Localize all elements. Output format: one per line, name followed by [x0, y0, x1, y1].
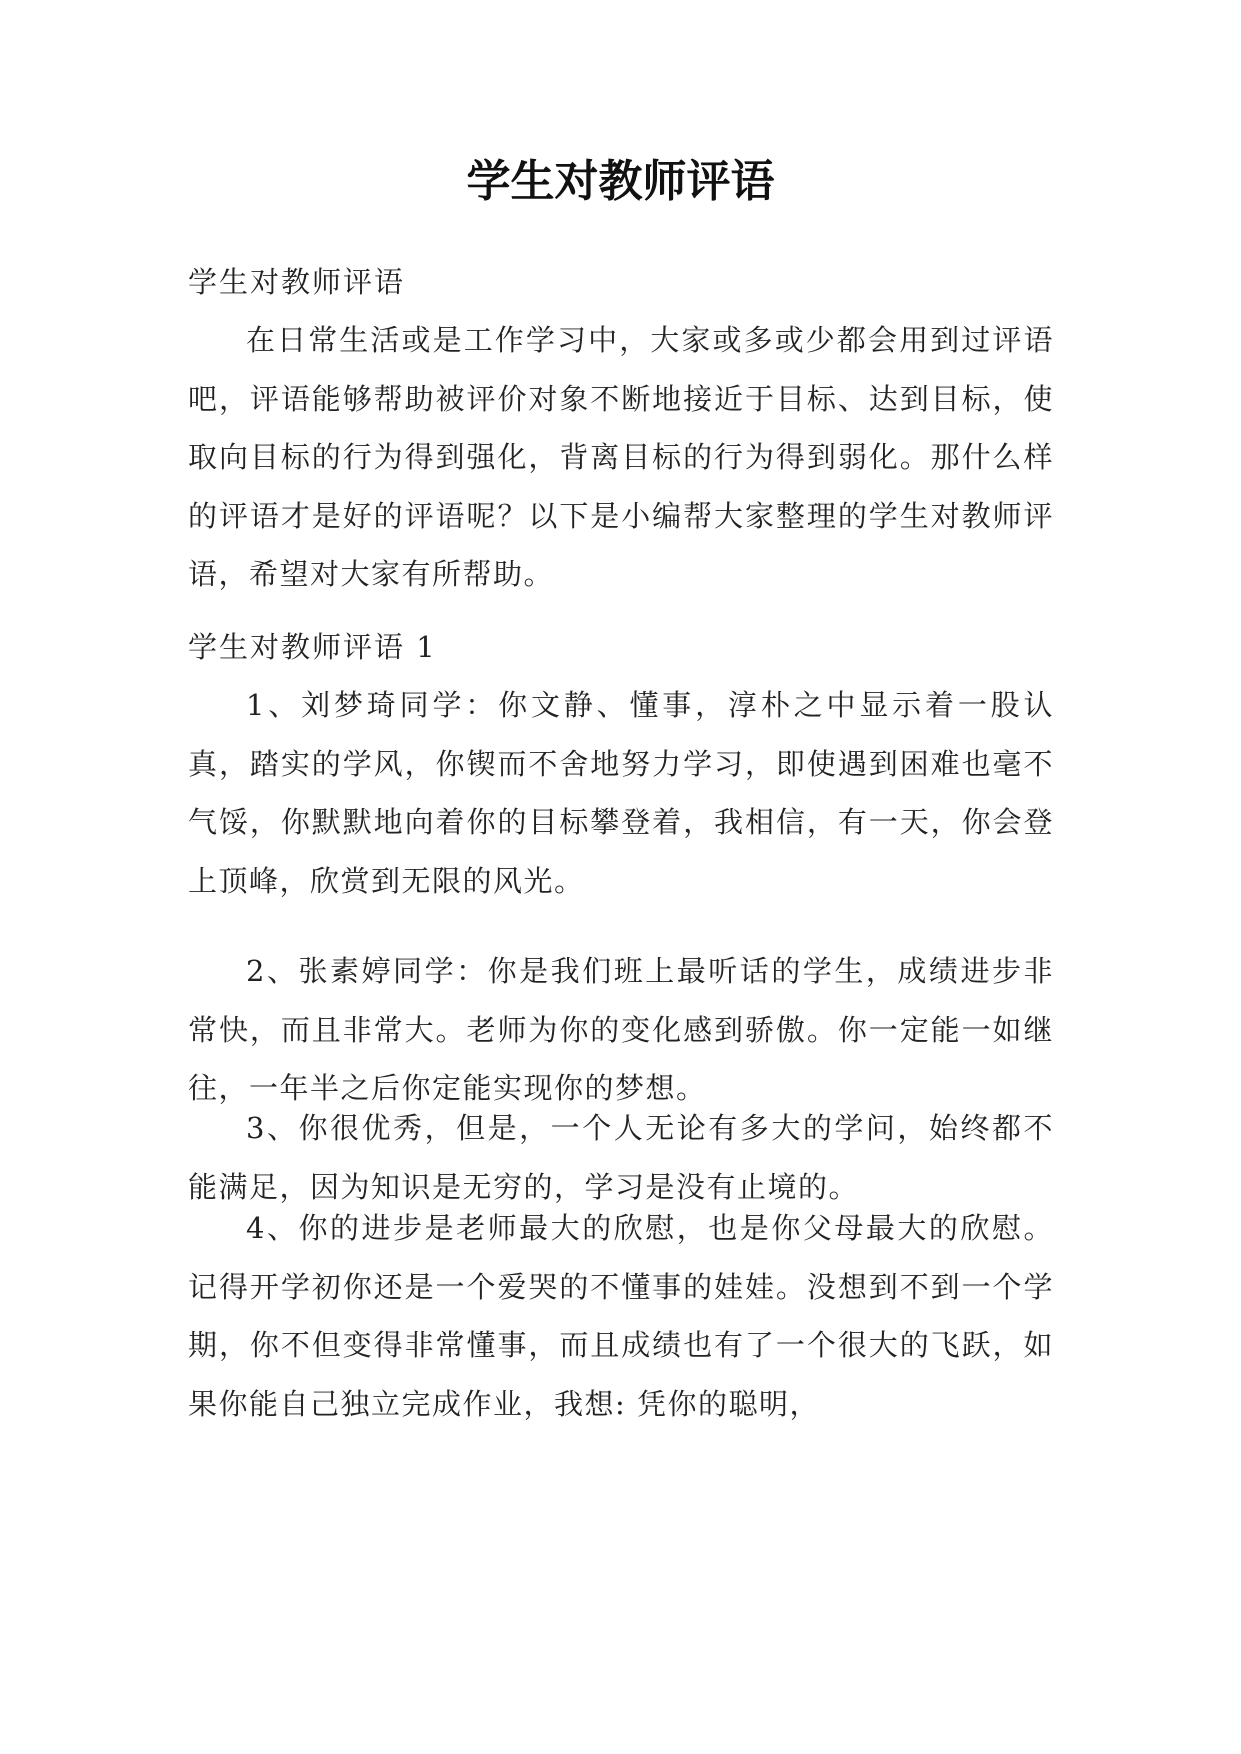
section1-heading: 学生对教师评语 1 — [188, 630, 437, 664]
comment-1: 1、刘梦琦同学：你文静、懂事，淳朴之中显示着一股认真，踏实的学风，你锲而不舍地努力学习，即使遇到困难也毫不气馁，你默默地向着你的目标攀登着，我相信，有一天，你会登上顶峰，欣赏到无限的风光。 — [188, 688, 1054, 898]
intro-heading: 学生对教师评语 — [188, 265, 406, 299]
comment-4: 4、你的进步是老师最大的欣慰，也是你父母最大的欣慰。记得开学初你还是一个爱哭的不懂事的娃娃。没想到不到一个学期，你不但变得非常懂事，而且成绩也有了一个很大的飞跃，如果你能自己独立完成作业，我想: 凭你的聪明， — [188, 1211, 1054, 1421]
comment-2: 2、张素婷同学：你是我们班上最听话的学生，成绩进步非常快，而且非常大。老师为你的变化感到骄傲。你一定能一如继往，一年半之后你定能实现你的梦想。 — [188, 954, 1054, 1105]
intro-paragraph: 在日常生活或是工作学习中，大家或多或少都会用到过评语吧，评语能够帮助被评价对象不断地接近于目标、达到目标，使取向目标的行为得到强化，背离目标的行为得到弱化。那什么样的评语才是好的评语呢？以下是小编帮大家整理的学生对教师评语，希望对大家有所帮助。 — [188, 323, 1054, 591]
document-title: 学生对教师评语 — [466, 156, 775, 207]
comment-3: 3、你很优秀，但是，一个人无论有多大的学问，始终都不能满足，因为知识是无穷的，学习是没有止境的。 — [188, 1111, 1054, 1204]
